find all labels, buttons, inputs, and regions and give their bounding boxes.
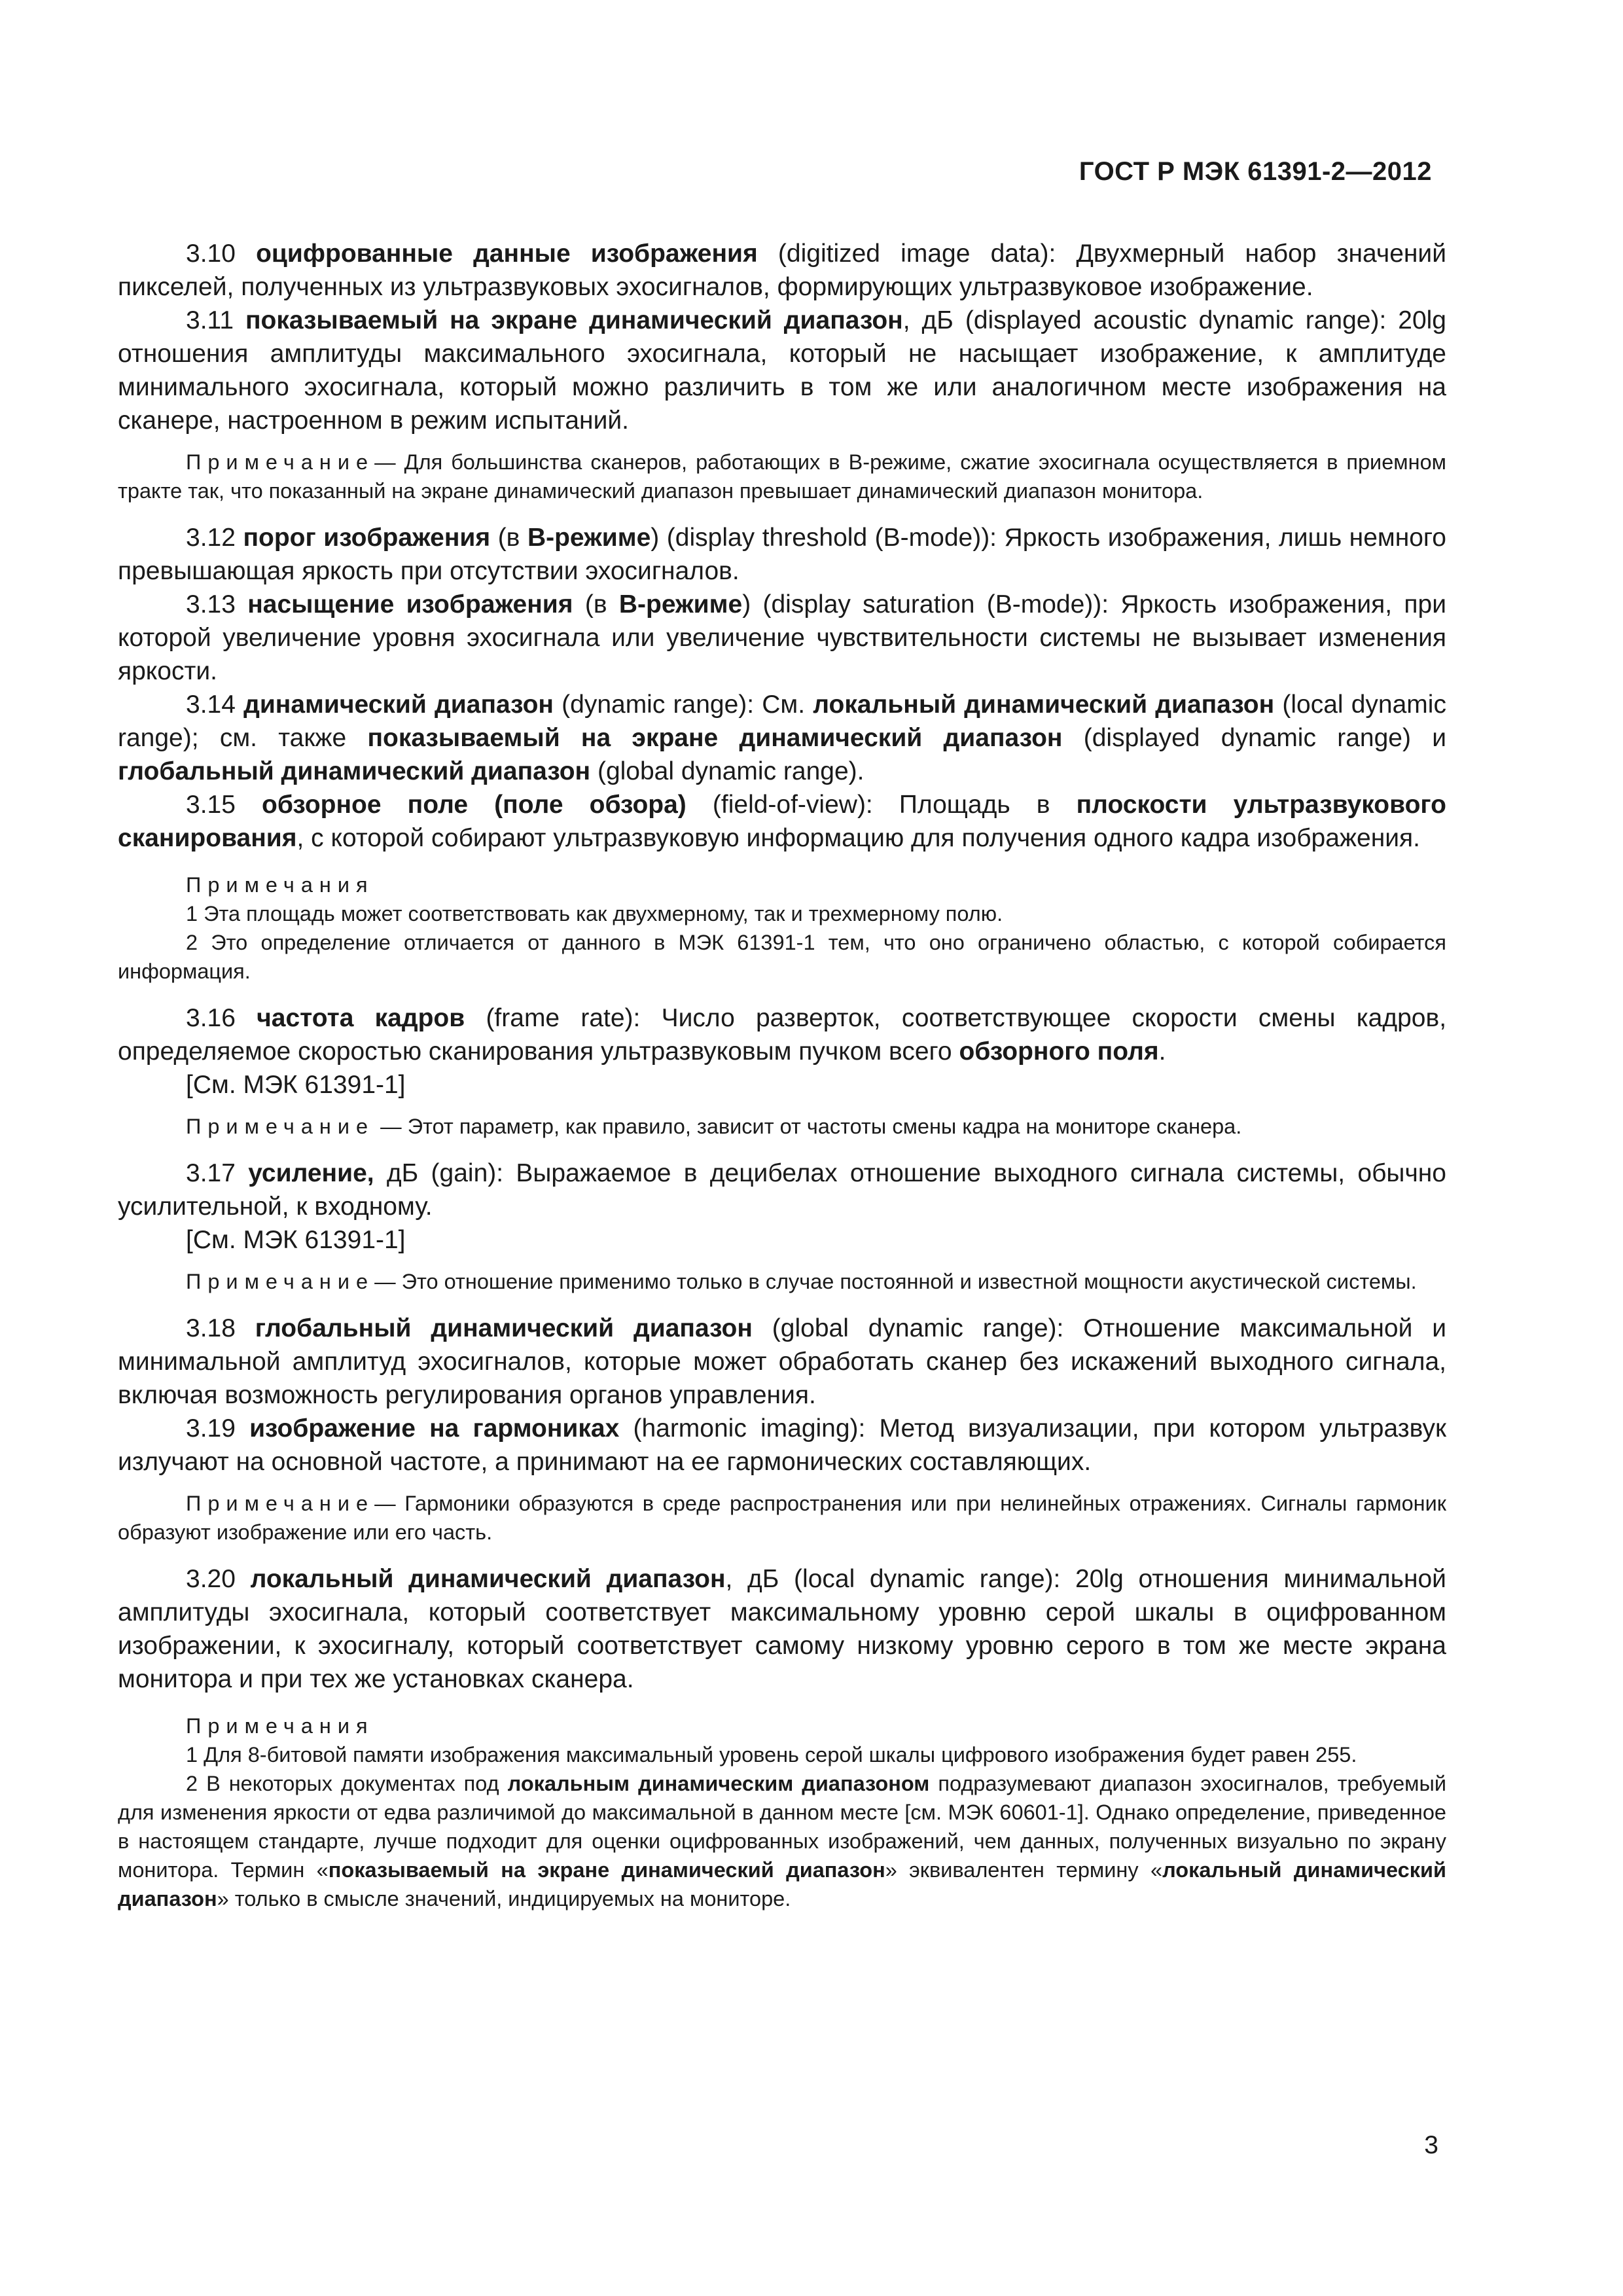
mode-term: В-режиме	[527, 524, 651, 552]
definition: Отношение максимальной и минимальной амплитуд эхосигналов, которые может обработать сканер без искажений выходного сигнала, включая возможность регулирования органов управления.	[118, 1314, 1447, 1409]
entry-3-12	[118, 521, 1446, 588]
term: локальный динамический диапазон	[250, 1565, 726, 1593]
entry-3-18	[118, 1312, 1446, 1412]
definition-text: Площадь в	[899, 791, 1050, 819]
document-body	[118, 237, 1446, 1913]
english-term: (local dynamic range):	[794, 1565, 1061, 1593]
note-dash: —	[380, 1115, 402, 1138]
term-reference: плоскости ультразвукового сканирования	[118, 791, 1446, 852]
term: изображение на гармониках	[249, 1414, 620, 1443]
note-item: 1 Для 8-битовой памяти изображения максимальный уровень серой шкалы цифрового изображения будет равен 255.	[186, 1743, 1357, 1767]
entry-3-16	[118, 1001, 1446, 1068]
definition-text: Число разверток, соответствующее скорости смены кадров, определяемое скоростью сканирования ультразвуковым пучком всего	[118, 1004, 1447, 1066]
mode-suffix: )	[651, 524, 660, 552]
entry-3-11	[118, 304, 1446, 437]
note-text: подразумевают диапазон эхосигналов, требуемый для изменения яркости от едва различимой до максимальной в данном месте [см. МЭК 60601-1]. Однако определение, приведенное в настоящем стандарте, лучше подходит для оценки оцифрованных изображений, чем данных, полученных визуально по экрану монитора. Термин «	[118, 1772, 1447, 1882]
english-term: (displayed acoustic dynamic range):	[965, 306, 1387, 334]
note-dash: —	[374, 1270, 396, 1293]
term-reference: показываемый на экране динамический диапазон	[367, 724, 1063, 752]
entry-number: 3.20	[186, 1565, 236, 1593]
term-reference: глобальный динамический диапазон	[118, 757, 591, 785]
notes-heading: Примечания	[186, 873, 374, 897]
term-reference: обзорного поля	[959, 1037, 1159, 1066]
entry-number: 3.16	[186, 1004, 236, 1032]
entry-number: 3.17	[186, 1159, 236, 1187]
definition-text: См.	[762, 691, 806, 719]
page-number: 3	[1424, 2131, 1438, 2159]
english-term: (gain):	[431, 1159, 504, 1187]
note-text: Гармоники образуются в среде распространения или при нелинейных отражениях. Сигналы гармоник образуют изображение или его часть.	[118, 1492, 1446, 1544]
term: насыщение изображения	[247, 590, 573, 619]
unit: , дБ	[902, 306, 954, 334]
entry-3-17	[118, 1157, 1446, 1223]
note-label: Примечание	[186, 1115, 375, 1138]
note-text: » эквивалентен термину «	[885, 1858, 1163, 1882]
note-dash: —	[374, 450, 396, 474]
term: показываемый на экране динамический диапазон	[245, 306, 903, 334]
entry-3-20	[118, 1562, 1446, 1696]
note-3-16	[118, 1112, 1446, 1141]
definition: Яркость изображения, при которой увеличение уровня эхосигнала или увеличение чувствительности системы не вызывает изменения яркости.	[118, 590, 1447, 685]
note-text: Для большинства сканеров, работающих в В-режиме, сжатие эхосигнала осуществляется в приемном тракте так, что показанный на экране динамический диапазон превышает динамический диапазон монитора.	[118, 450, 1446, 503]
note-text: 2 В некоторых документах под	[186, 1772, 499, 1795]
source-reference: [См. МЭК 61391-1]	[186, 1226, 406, 1254]
entry-number: 3.11	[186, 306, 234, 334]
english-term: (harmonic imaging):	[633, 1414, 866, 1443]
entry-3-13	[118, 588, 1446, 688]
note-text: » только в смысле значений, индицируемых на мониторе.	[217, 1887, 791, 1910]
term: динамический диапазон	[243, 691, 554, 719]
definition: Двухмерный набор значений пикселей, полученных из ультразвуковых эхосигналов, формирующих ультразвуковое изображение.	[118, 240, 1446, 301]
entry-3-14	[118, 688, 1446, 788]
term: частота кадров	[257, 1004, 465, 1032]
definition: Яркость изображения, лишь немного превышающая яркость при отсутствии эхосигналов.	[118, 524, 1446, 585]
entry-3-15	[118, 788, 1446, 855]
note-label: Примечание	[186, 450, 375, 474]
unit: дБ	[374, 1159, 419, 1187]
mode-term: В-режиме	[618, 590, 743, 619]
note-dash: —	[374, 1492, 396, 1515]
term-reference: локальный динамический диапазон	[118, 1858, 1446, 1910]
entry-number: 3.14	[186, 691, 236, 719]
definition-text: , с которой собирают ультразвуковую информацию для получения одного кадра изображения.	[296, 824, 1420, 852]
term-reference: локальный динамический диапазон	[813, 691, 1275, 719]
note-text: Это отношение применимо только в случае постоянной и известной мощности акустической системы.	[401, 1270, 1417, 1293]
notes-heading: Примечания	[186, 1714, 374, 1738]
english-term: (field-of-view):	[712, 791, 873, 819]
entry-number: 3.12	[186, 524, 236, 552]
term: обзорное поле (поле обзора)	[262, 791, 687, 819]
definition: 20lg отношения минимальной амплитуды эхосигнала, который соответствует максимальному уровню серой шкалы в оцифрованном изображении, к эхосигналу, который соответствует самому низкому уровню серого в том же месте экрана монитора и при тех же установках сканера.	[118, 1565, 1446, 1693]
definition: 20lg отношения амплитуды максимального эхосигнала, который не насыщает изображение, к амплитуде минимального эхосигнала, который можно различить в том же или аналогичном месте изображения на сканере, настроенном в режим испытаний.	[118, 306, 1446, 435]
note-item: 1 Эта площадь может соответствовать как двухмерному, так и трехмерному полю.	[186, 902, 1003, 925]
term: порог изображения	[243, 524, 491, 552]
definition-text: (displayed dynamic range) и	[1083, 724, 1447, 752]
definition-text: (local dynamic range); см. также	[118, 691, 1446, 752]
english-term: (dynamic range):	[562, 691, 755, 719]
english-term: (display threshold (B-mode)):	[666, 524, 997, 552]
term: усиление,	[248, 1159, 374, 1187]
note-3-11	[118, 448, 1446, 505]
definition-text: .	[1158, 1037, 1166, 1066]
term-reference: показываемый на экране динамический диапазон	[328, 1858, 885, 1882]
english-term: (global dynamic range):	[772, 1314, 1064, 1342]
mode-suffix: )	[742, 590, 751, 619]
note-3-17	[118, 1267, 1446, 1296]
term: глобальный динамический диапазон	[255, 1314, 753, 1342]
english-term: (digitized image data):	[777, 240, 1056, 268]
note-text: Этот параметр, как правило, зависит от частоты смены кадра на мониторе сканера.	[407, 1115, 1242, 1138]
note-label: Примечание	[186, 1270, 375, 1293]
mode-prefix: (в	[497, 524, 520, 552]
standard-header: ГОСТ Р МЭК 61391-2—2012	[1079, 157, 1432, 186]
entry-number: 3.13	[186, 590, 236, 619]
entry-number: 3.10	[186, 240, 236, 268]
entry-3-10	[118, 237, 1446, 304]
note-item	[118, 1769, 1446, 1913]
term: оцифрованные данные изображения	[256, 240, 758, 268]
definition: Метод визуализации, при котором ультразвук излучают на основной частоте, а принимают на ее гармонических составляющих.	[118, 1414, 1447, 1476]
definition-text: (global dynamic range).	[597, 757, 865, 785]
english-term: (display saturation (B-mode)):	[762, 590, 1109, 619]
note-item: 2 Это определение отличается от данного в МЭК 61391-1 тем, что оно ограничено областью, с которой собирается информация.	[118, 931, 1446, 983]
mode-prefix: (в	[584, 590, 607, 619]
english-term: (frame rate):	[486, 1004, 641, 1032]
term-reference: локальным динамическим диапазоном	[507, 1772, 930, 1795]
entry-number: 3.15	[186, 791, 236, 819]
unit: , дБ	[725, 1565, 779, 1593]
entry-3-19	[118, 1412, 1446, 1479]
note-label: Примечание	[186, 1492, 375, 1515]
definition: Выражаемое в децибелах отношение выходного сигнала системы, обычно усилительной, к входному.	[118, 1159, 1446, 1221]
note-3-19	[118, 1489, 1446, 1547]
source-reference: [См. МЭК 61391-1]	[186, 1071, 406, 1099]
entry-number: 3.19	[186, 1414, 236, 1443]
entry-number: 3.18	[186, 1314, 236, 1342]
